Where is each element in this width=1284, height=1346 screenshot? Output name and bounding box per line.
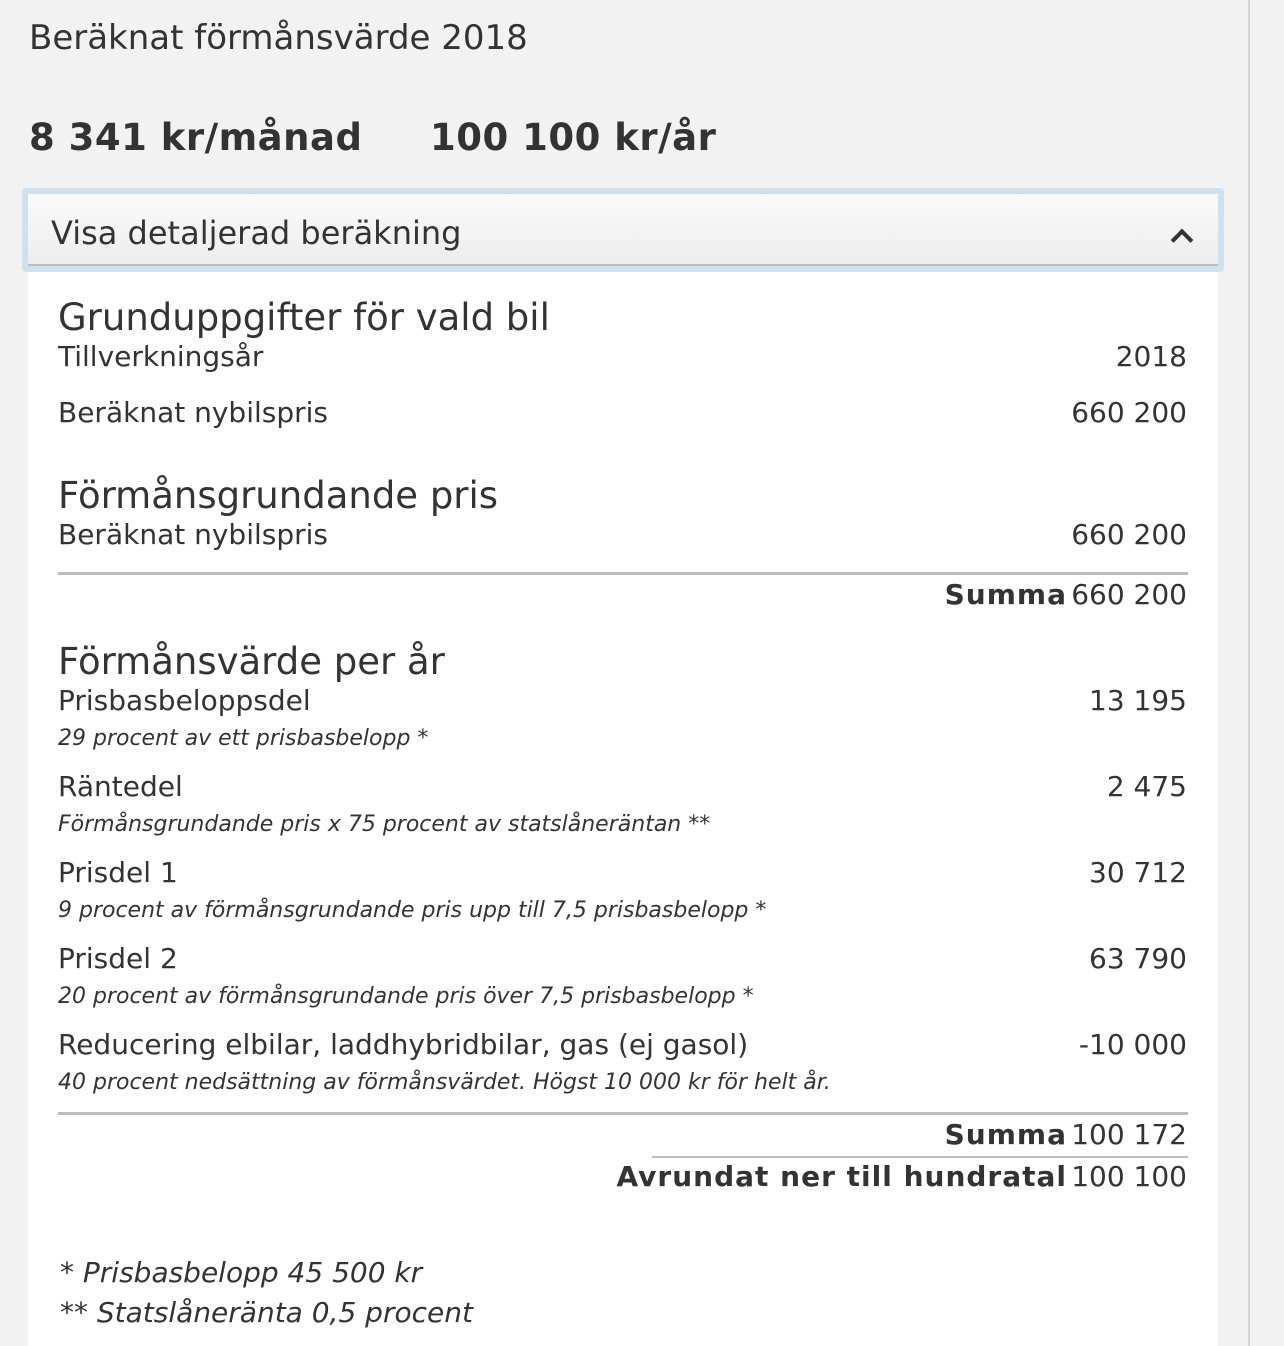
row-label-manufacturing-year: Tillverkningsår <box>58 340 264 373</box>
divider <box>652 1156 1188 1158</box>
row-value-price-base-part: 13 195 <box>1089 684 1187 717</box>
sum-label-benefit-price: Summa <box>944 578 1067 611</box>
row-label-interest-part: Räntedel <box>58 770 183 803</box>
row-value-reduction: -10 000 <box>1078 1028 1187 1061</box>
row-note-reduction: 40 procent nedsättning av förmånsvärdet. Högst 10 000 kr för helt år. <box>58 1070 831 1095</box>
row-value-price-part-2: 63 790 <box>1089 942 1187 975</box>
row-value-new-car-price: 660 200 <box>1071 396 1187 429</box>
benefit-value-per-month: 8 341 kr/månad <box>29 116 363 159</box>
row-value-benefit-price-new-car: 660 200 <box>1071 518 1187 551</box>
divider <box>58 1112 1188 1115</box>
row-note-price-part-2: 20 procent av förmånsgrundande pris över 7,5 prisbasbelopp * <box>58 984 754 1009</box>
accordion-header-surface[interactable] <box>28 194 1218 266</box>
rounded-label: Avrundat ner till hundratal <box>616 1160 1067 1193</box>
row-note-price-base-part: 29 procent av ett prisbasbelopp * <box>58 726 429 751</box>
divider <box>58 572 1188 575</box>
row-label-benefit-price-new-car: Beräknat nybilspris <box>58 518 328 551</box>
row-label-price-part-1: Prisdel 1 <box>58 856 178 889</box>
row-note-interest-part: Förmånsgrundande pris x 75 procent av statslåneräntan ** <box>58 812 711 837</box>
section-heading-benefit-per-year: Förmånsvärde per år <box>58 640 445 683</box>
page-title: Beräknat förmånsvärde 2018 <box>29 18 528 58</box>
row-label-reduction: Reducering elbilar, laddhybridbilar, gas (ej gasol) <box>58 1028 749 1061</box>
section-heading-benefit-price: Förmånsgrundande pris <box>58 474 499 517</box>
row-label-new-car-price: Beräknat nybilspris <box>58 396 328 429</box>
row-value-manufacturing-year: 2018 <box>1115 340 1187 373</box>
row-value-interest-part: 2 475 <box>1106 770 1187 803</box>
row-label-price-base-part: Prisbasbeloppsdel <box>58 684 311 717</box>
section-heading-base-data: Grunduppgifter för vald bil <box>58 296 550 339</box>
footnote-price-base-amount: * Prisbasbelopp 45 500 kr <box>60 1256 423 1289</box>
accordion-label: Visa detaljerad beräkning <box>51 214 462 252</box>
row-note-price-part-1: 9 procent av förmånsgrundande pris upp till 7,5 prisbasbelopp * <box>58 898 767 923</box>
detailed-calculation-panel <box>28 272 1218 1346</box>
sum-value-benefit-per-year: 100 172 <box>1071 1118 1187 1151</box>
row-value-price-part-1: 30 712 <box>1089 856 1187 889</box>
footnote-government-rate: ** Statslåneränta 0,5 procent <box>60 1296 473 1329</box>
page-right-border <box>1248 0 1250 1346</box>
chevron-up-icon[interactable] <box>1171 229 1194 252</box>
benefit-value-per-year: 100 100 kr/år <box>430 116 717 159</box>
detailed-calculation-toggle[interactable] <box>22 188 1224 272</box>
sum-value-benefit-price: 660 200 <box>1071 578 1187 611</box>
sum-label-benefit-per-year: Summa <box>944 1118 1067 1151</box>
row-label-price-part-2: Prisdel 2 <box>58 942 178 975</box>
rounded-value: 100 100 <box>1071 1160 1187 1193</box>
